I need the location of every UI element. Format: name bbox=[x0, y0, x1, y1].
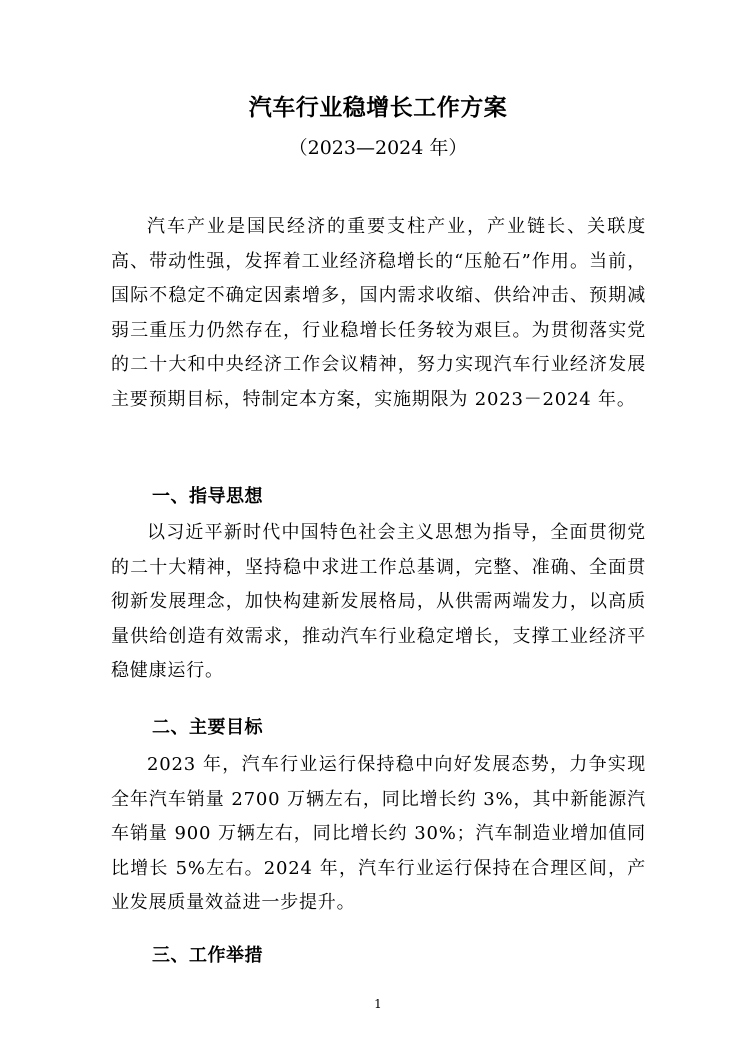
main-goals-paragraph: 2023 年，汽车行业运行保持稳中向好发展态势，力争实现全年汽车销量 2700 万辆左右，同比增长约 3%，其中新能源汽车销量 900 万辆左右，同比增长约 30%；汽车制造业增加值同比增长 5%左右。2024 年，汽车行业运行保持在合理区间，产业发展质量效益进一步提升。 bbox=[111, 754, 646, 913]
document-subtitle: （2023—2024 年） bbox=[288, 137, 468, 159]
main-goals-paragraph-block bbox=[111, 748, 646, 921]
intro-paragraph-block bbox=[111, 210, 646, 417]
section-heading-work-measures: 三、工作举措 bbox=[152, 945, 263, 966]
document-title: 汽车行业稳增长工作方案 bbox=[248, 94, 508, 121]
section-heading-main-goals: 二、主要目标 bbox=[152, 717, 263, 738]
guiding-ideology-paragraph: 以习近平新时代中国特色社会主义思想为指导，全面贯彻党的二十大精神，坚持稳中求进工作总基调，完整、准确、全面贯彻新发展理念，加快构建新发展格局，从供需两端发力，以高质量供给创造有效需求，推动汽车行业稳定增长，支撑工业经济平稳健康运行。 bbox=[111, 522, 646, 681]
section-heading-guiding-ideology: 一、指导思想 bbox=[152, 486, 263, 507]
intro-paragraph: 汽车产业是国民经济的重要支柱产业，产业链长、关联度高、带动性强，发挥着工业经济稳增长的“压舱石”作用。当前，国际不稳定不确定因素增多，国内需求收缩、供给冲击、预期减弱三重压力仍然存在，行业稳增长任务较为艰巨。为贯彻落实党的二十大和中央经济工作会议精神，努力实现汽车行业经济发展主要预期目标，特制定本方案，实施期限为 2023－2024 年。 bbox=[111, 216, 646, 410]
page-number: 1 bbox=[374, 997, 382, 1011]
guiding-ideology-paragraph-block bbox=[111, 516, 646, 689]
